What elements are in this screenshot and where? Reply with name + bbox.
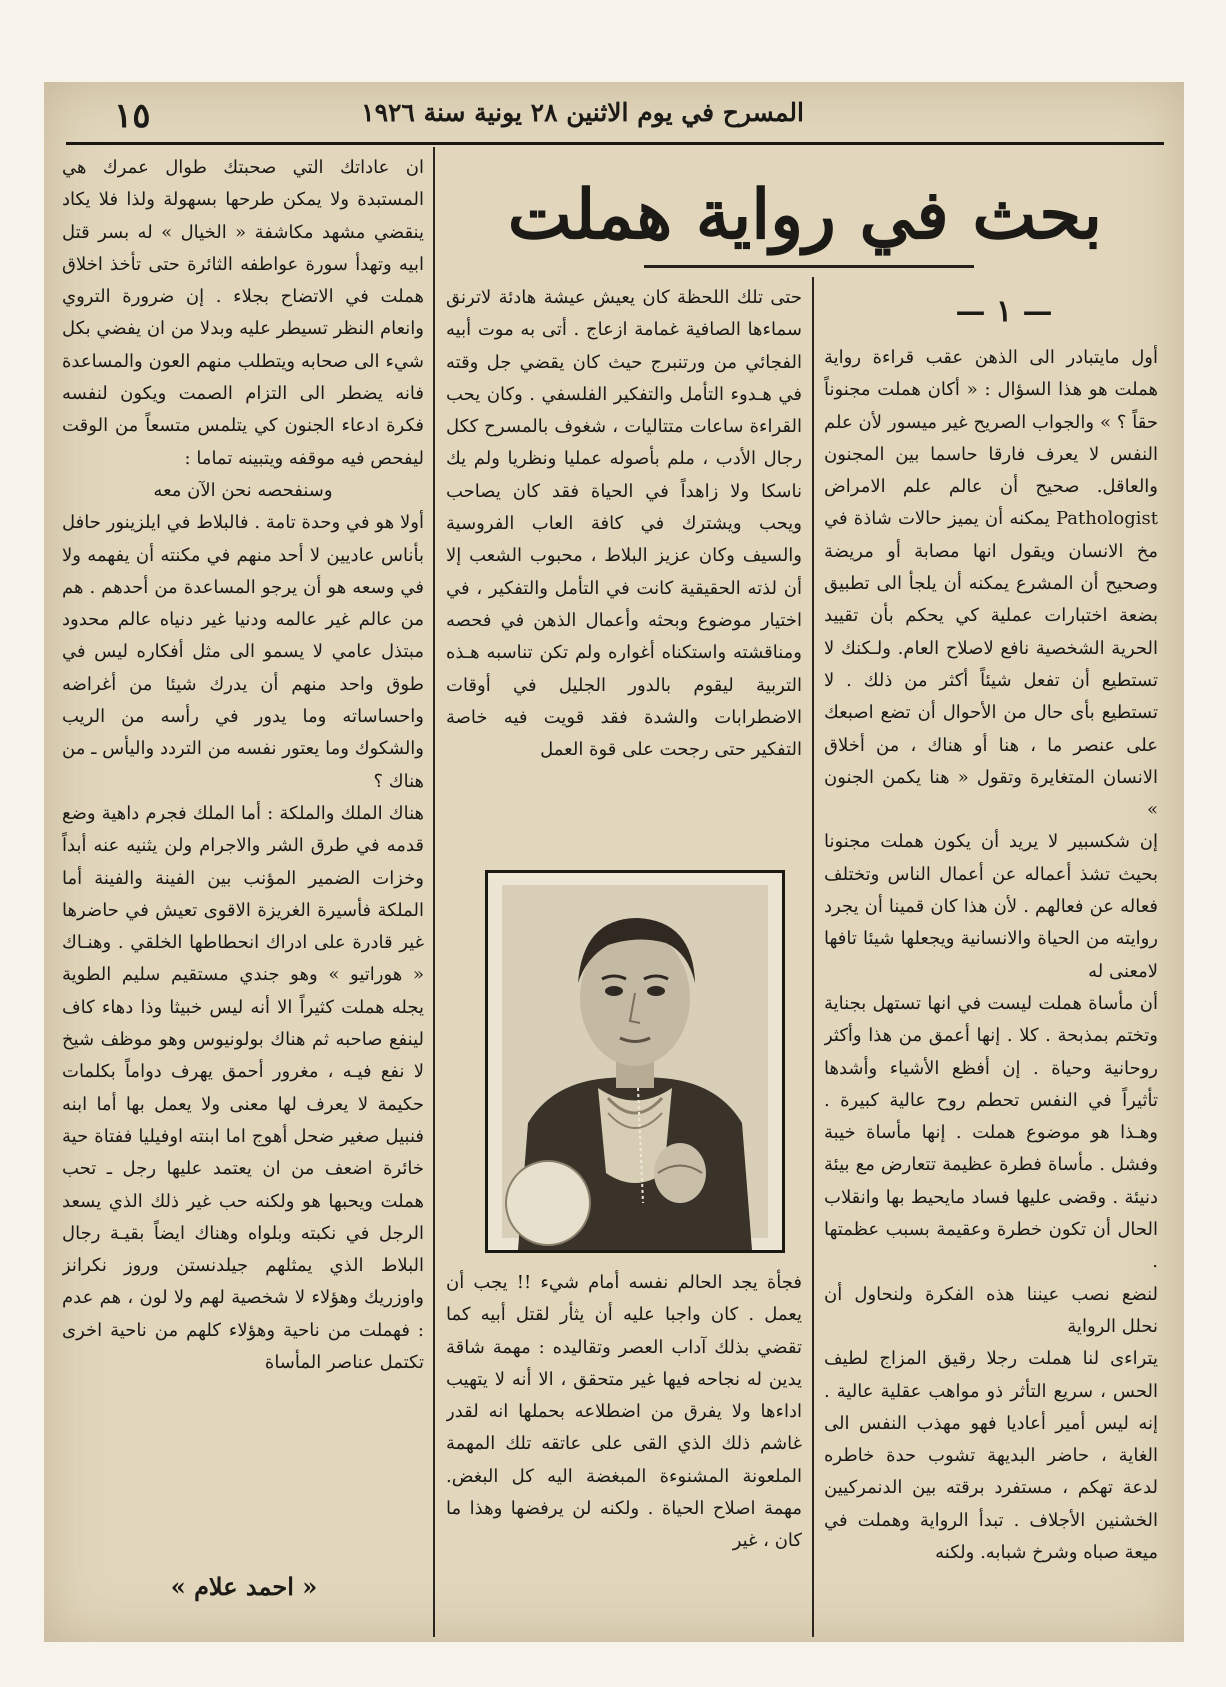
- paragraph: هناك الملك والملكة : أما الملك فجرم داهية وضع قدمه في طرق الشر والاجرام ولن يثنيه عنه أبداً وخزات الضمير المؤنب بين الفينة والفينة أما الملكة فأسيرة الغريزة الاقوى تعيش في حاضرها غير قادرة على ادراك انحطاطها الخلقي . وهنـاك « هوراتيو » وهو جندي مستقيم سليم الطوية يجله هملت كثيراً الا أنه ليس خبيثا وذا دهاء كاف لينفع صاحبه ثم هناك بولونيوس وهو موظف شيخ لا نفع فيـه ، مغرور أحمق يهرف دواماً بكلمات حكيمة لا يعرف لها معنى ولا يعمل بها أما ابنه فنبيل صغير ضحل أهوج اما ابنته اوفيليا ففتاة حية خائرة اضعف من ان يعتمد عليها رجل ـ تحب هملت ويحبها هو ولكنه حب غير ذلك الذي يسعد الرجل في نكبته وبلواه وهناك ايضاً بقيـة رجال البلاط الذي يمثلهم جيلدنستن وروز نكرانز واوزريك وهؤلاء لا شخصية لهم ولا لون ، هم عدم : فهملت من ناحية وهؤلاء كلهم من ناحية اخرى تكتمل عناصر المأساة: [62, 802, 424, 1373]
- column-rule-left: [433, 147, 435, 1637]
- paragraph: أن مأساة هملت ليست في انها تستهل بجناية وتختم بمذبحة . كلا . إنها أعمق من هذا وأكثر روحانية وحياة . إن أفظع الأشياء وأشدها تأثيراً في النفس تحطم روح عالية كبيرة . وهـذا هو موضوع هملت . إنها مأساة خيبة وفشل . مأساة فطرة عظيمة تتعارض مع بيئة دنيئة . وقضى عليها فساد مايحيط بها وانقلاب الحال أن تكون خطرة وعقيمة بسبب عظمتها .: [824, 992, 1158, 1273]
- paragraph: ان عاداتك التي صحبتك طوال عمرك هي المستبدة ولا يمكن طرحها بسهولة ولذا فلا يكاد ينقضي مشهد مكاشفة « الخيال » له بسر قتل ابيه وتهدأ سورة عواطفه الثائرة حتى تأخذ اخلاق هملت في الاتضاح بجلاء . إن ضرورة التروي وانعام النظر تسيطر عليه وبدلا من ان يفضي بكل شيء الى صحابه ويتطلب منهم العون والمساعدة فانه يضطر الى التزام الصمت ويكون لنفسه فكرة ادعاء الجنون كي يتلمس متسعاً من الوقت ليفحص فيه موقفه ويتبينه تماما :: [62, 157, 424, 469]
- column-rule-right: [812, 277, 814, 1637]
- masthead: المسرح في يوم الاثنين ٢٨ يونية سنة ١٩٢٦: [361, 98, 804, 127]
- article-title: بحث في رواية هملت: [507, 175, 1102, 255]
- paragraph: لنضع نصب عيننا هذه الفكرة ولنحاول أن نحلل الرواية: [824, 1283, 1158, 1337]
- column-right: [824, 342, 1158, 1632]
- paragraph: وسنفحصه نحن الآن معه: [153, 479, 333, 501]
- paragraph: أولا هو في وحدة تامة . فالبلاط في ايلزينور حافل بأناس عاديين لا أحد منهم في مكنته أن يفهمه ولا في وسعه هو أن يرجو المساعدة من أحدهم . هم من عالم غير عالمه ودنيا غير دنياه عالم محدود مبتذل عامي لا يسمو الى مثل أفكاره ليس في طوق واحد منهم أن يدرك شيئا من أغراضه واحساساته وما يدور في رأسه من الريب والشكوك وما يعتور نفسه من التردد واليأس ـ من هناك ؟: [62, 512, 424, 792]
- title-divider: [644, 265, 974, 268]
- column-middle-top: [446, 282, 802, 852]
- column-left: [62, 152, 424, 1567]
- section-number: — ١ —: [955, 294, 1053, 329]
- paragraph: فجأة يجد الحالم نفسه أمام شيء !! يجب أن يعمل . كان واجبا عليه أن يثأر لقتل أبيه كما تقضي بذلك آداب العصر وتقاليده : مهمة شاقة يدين له نجاحه فيها غير متحقق ، الا أنه لا يتهيب اداءها ولا يفرق من اضطلاعه بحملها انه لقدر غاشم ذلك الذي القى على عاتقه تلك المهمة الملعونة المشنوءة المبغضة اليه كل البغض. مهمة اصلاح الحياة . ولكنه لن يرفضها وهذا ما كان ، غير: [446, 1272, 802, 1552]
- column-middle-bottom: [446, 1267, 802, 1632]
- portrait-image: [488, 873, 782, 1250]
- page-number: ١٥: [114, 96, 151, 136]
- paragraph: حتى تلك اللحظة كان يعيش عيشة هادئة لاترنق سماءها الصافية غمامة ازعاج . أتى به موت أبيه الفجائي من ورتنبرج حيث كان يقضي جل وقته في هـدوء التأمل والتفكير الفلسفي . وكان يحب القراءة ساعات متتاليات ، شغوف بالمسرح ككل رجال الأدب ، ملم بأصوله عمليا ونظريا ولم يك ناسكا ولا زاهداً في الحياة فقد كان يصاحب ويحب ويشترك في كافة العاب الفروسية والسيف وكان عزيز البلاط ، محبوب الشعب إلا أن لذته الحقيقية كانت في التأمل والتفكير ، في اختيار موضوع وبحثه وأعمال الذهن في فحصه ومناقشته واستكناه أغواره ولم تكن تناسبه هـذه التربية ليقوم بالدور الجليل في أوقات الاضطرابات والشدة فقد قويت فيه خاصة التفكير حتى رجحت على قوة العمل: [446, 287, 802, 761]
- paragraph: إن شكسبير لا يريد أن يكون هملت مجنونا بحيث تشذ أعماله عن أعمال الناس وتختلف فعاله عن فعالهم . لأن هذا كان قمينا أن يجرد روايته من الحياة والانسانية ويجعلها شيئا تافها لامعنى له: [824, 831, 1158, 982]
- page-header: [44, 82, 1184, 142]
- author-signature: « احمد علام »: [170, 1572, 318, 1601]
- header-rule: [66, 142, 1164, 145]
- portrait-photo: [485, 870, 785, 1253]
- paragraph: أول مايتبادر الى الذهن عقب قراءة رواية هملت هو هذا السؤال : « أكان هملت مجنوناً حقاً ؟ » والجواب الصريح غير ميسور لأن علم النفس لا يعرف فارقا حاسما بين المجنون والعاقل. صحيح أن عالم علم الامراض Pathologist يمكنه أن يميز حالات شاذة في مخ الانسان ويقول انها مصابة أو مريضة وصحيح أن المشرع يمكنه أن يلجأ الى تطبيق بضعة اختبارات عملية كي يحكم بأن تقييد الحرية الشخصية نافع لاصلاح العام. ولـكنك لا تستطيع أن تفعل شيئاً أكثر من ذلك . لا تستطيع بأى حال من الأحوال أن تضع اصبعك على عنصر ما ، هنا أو هناك ، من أخلاق الانسان المتغايرة وتقول « هنا يكمن الجنون »: [824, 347, 1158, 821]
- paragraph: يتراءى لنا هملت رجلا رقيق المزاج لطيف الحس ، سريع التأثر ذو مواهب عقلية عالية . إنه ليس أمير أعاديا فهو مهذب النفس الى الغاية ، حاضر البديهة تشوب حدة خاطره لدعة تهكم ، مستفرد برقته بين الدنمركيين الخشنين الأجلاف . تبدأ الرواية وهملت في ميعة صباه وشرخ شبابه. ولكنه: [824, 1348, 1158, 1563]
- newspaper-page: [44, 82, 1184, 1642]
